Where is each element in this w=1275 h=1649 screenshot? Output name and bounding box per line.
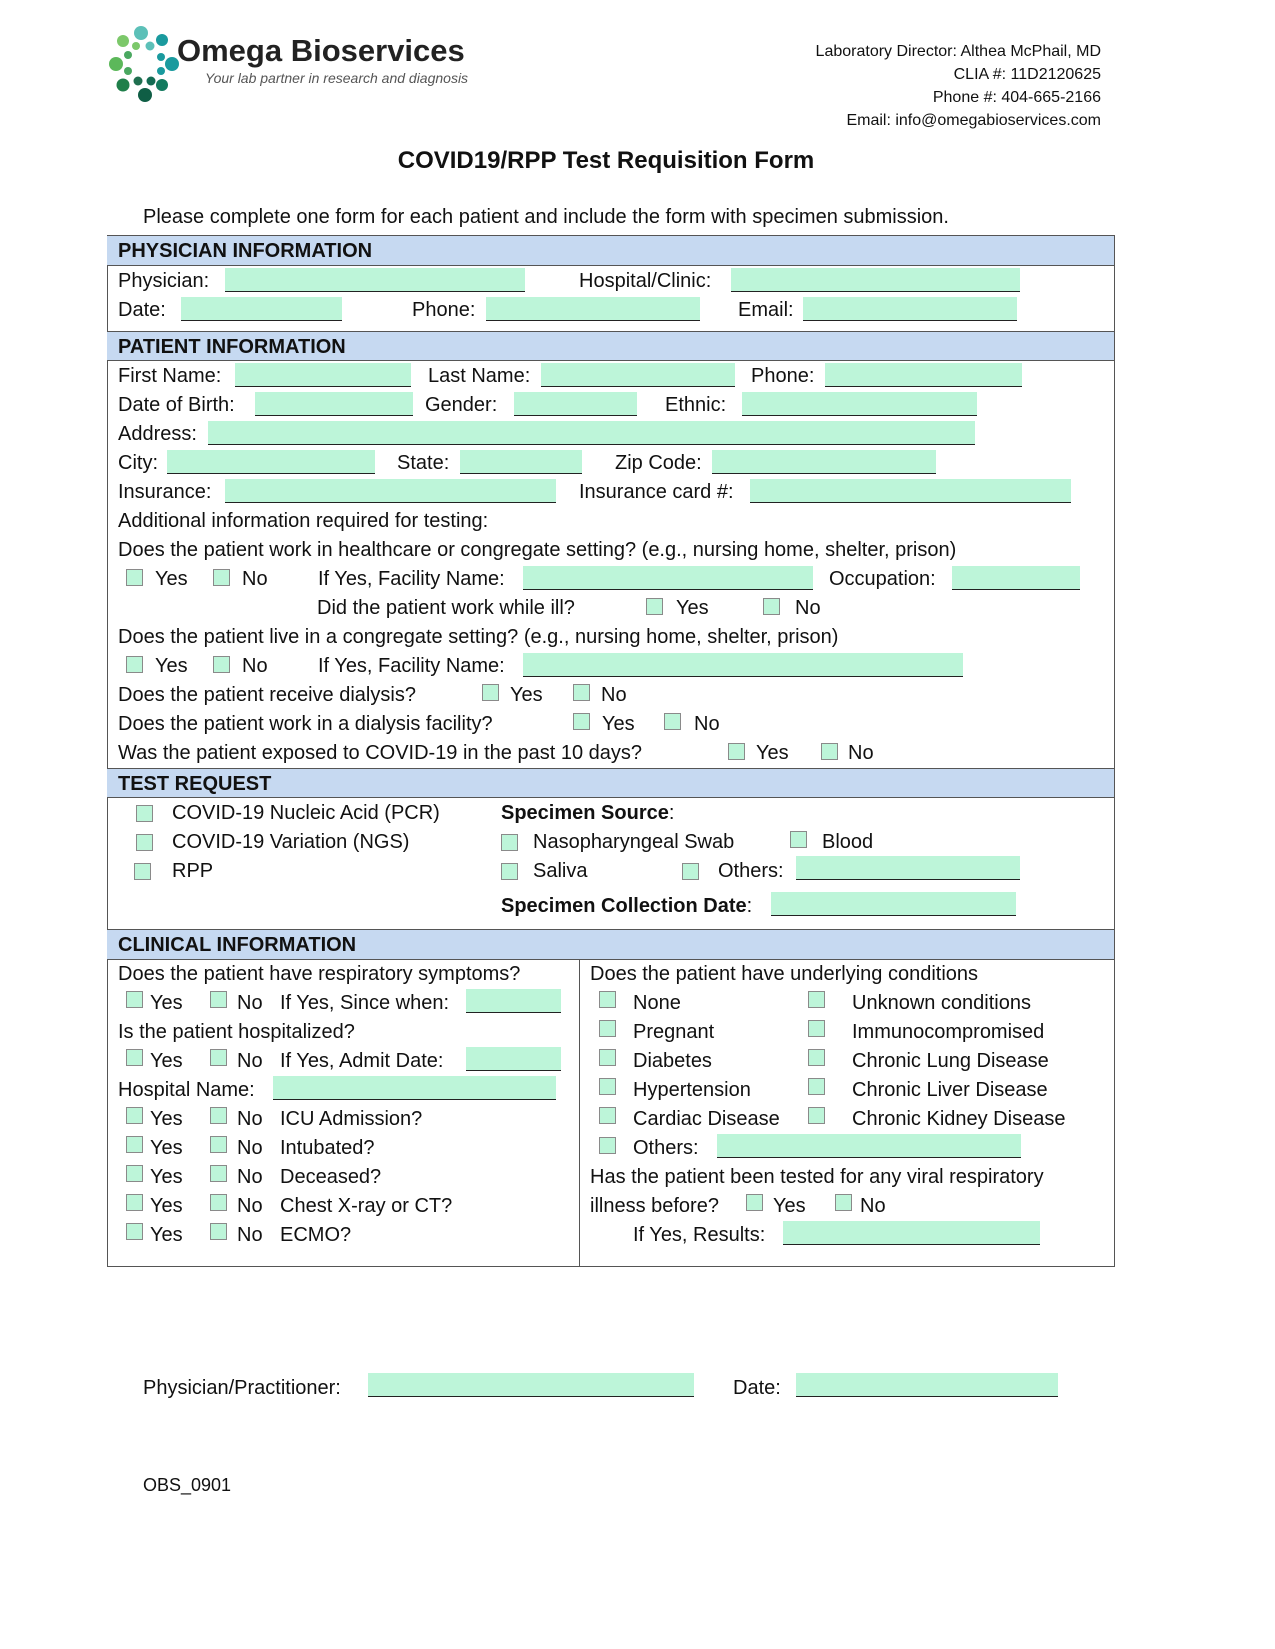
question: Does the patient live in a congregate setting? (e.g., nursing home, shelter, prison) bbox=[118, 626, 839, 648]
question: Is the patient hospitalized? bbox=[118, 1021, 355, 1043]
label: No bbox=[795, 597, 821, 619]
section-heading: PATIENT INFORMATION bbox=[118, 336, 346, 358]
condition-label: Hypertension bbox=[633, 1079, 751, 1101]
label: Yes bbox=[150, 992, 183, 1014]
city-field[interactable] bbox=[167, 450, 375, 474]
lab-director: Laboratory Director: Althea McPhail, MD bbox=[815, 43, 1101, 60]
condition-checkbox[interactable] bbox=[599, 1078, 616, 1095]
label: Email: bbox=[738, 299, 794, 321]
source-label: Saliva bbox=[533, 860, 588, 882]
test-ngs-checkbox[interactable] bbox=[136, 834, 153, 851]
label: No bbox=[848, 742, 874, 764]
source-others-field[interactable] bbox=[796, 856, 1020, 880]
work-ill-no-checkbox[interactable] bbox=[763, 598, 780, 615]
label: Date: bbox=[118, 299, 166, 321]
label: Others: bbox=[633, 1137, 699, 1159]
clinical-item-label: Intubated? bbox=[280, 1137, 375, 1159]
section-heading: PHYSICIAN INFORMATION bbox=[118, 240, 373, 262]
hosp-no-checkbox[interactable] bbox=[210, 1049, 227, 1066]
condition-label: Pregnant bbox=[633, 1021, 715, 1043]
lab-email: Email: info@omegabioservices.com bbox=[846, 112, 1101, 129]
label: Yes bbox=[150, 1050, 183, 1072]
work-facility-field[interactable] bbox=[523, 566, 813, 590]
clia-number: CLIA #: 11D2120625 bbox=[953, 66, 1101, 83]
label: No bbox=[237, 1195, 263, 1217]
label: Yes bbox=[756, 742, 789, 764]
label: No bbox=[237, 1050, 263, 1072]
logo-mark-icon bbox=[98, 15, 188, 115]
clinical-item-label: Deceased? bbox=[280, 1166, 382, 1188]
question: Does the patient work in healthcare or congregate setting? (e.g., nursing home, shelter, prison) bbox=[118, 539, 957, 561]
label: Insurance card #: bbox=[579, 481, 734, 503]
label: No bbox=[237, 1137, 263, 1159]
ethnic-field[interactable] bbox=[742, 392, 977, 416]
question: illness before? bbox=[590, 1195, 719, 1217]
gender-field[interactable] bbox=[514, 392, 637, 416]
condition-label: Chronic Lung Disease bbox=[852, 1050, 1049, 1072]
lab-phone: Phone #: 404-665-2166 bbox=[932, 89, 1101, 106]
condition-checkbox[interactable] bbox=[808, 1049, 825, 1066]
label: Date of Birth: bbox=[118, 394, 235, 416]
label: Hospital Name: bbox=[118, 1079, 255, 1101]
clinical-item-yes-checkbox[interactable] bbox=[126, 1165, 143, 1182]
section-test-request bbox=[107, 768, 1114, 798]
test-rpp-checkbox[interactable] bbox=[134, 863, 151, 880]
source-others-checkbox[interactable] bbox=[682, 863, 699, 880]
specimen-source-label bbox=[501, 801, 674, 825]
label: No bbox=[601, 684, 627, 706]
physician-date-field[interactable] bbox=[181, 297, 342, 321]
live-facility-field[interactable] bbox=[523, 653, 963, 677]
dialysis-work-no-checkbox[interactable] bbox=[664, 713, 681, 730]
label: : bbox=[746, 895, 753, 917]
condition-label: Unknown conditions bbox=[852, 992, 1031, 1014]
label: No bbox=[242, 568, 268, 590]
clinical-item-yes-checkbox[interactable] bbox=[126, 1107, 143, 1124]
collection-date-field[interactable] bbox=[771, 892, 1016, 916]
label: Occupation: bbox=[829, 568, 936, 590]
tested-no-checkbox[interactable] bbox=[835, 1194, 852, 1211]
collection-date-label bbox=[501, 894, 752, 918]
label: Physician: bbox=[118, 270, 210, 292]
condition-checkbox[interactable] bbox=[599, 1107, 616, 1124]
clinical-item-no-checkbox[interactable] bbox=[210, 1165, 227, 1182]
label: No bbox=[237, 992, 263, 1014]
tested-yes-checkbox[interactable] bbox=[746, 1194, 763, 1211]
section-heading: CLINICAL INFORMATION bbox=[118, 934, 357, 956]
insurance-card-field[interactable] bbox=[750, 479, 1071, 503]
condition-checkbox[interactable] bbox=[808, 991, 825, 1008]
label: Yes bbox=[510, 684, 543, 706]
label: No bbox=[242, 655, 268, 677]
label: If Yes, Facility Name: bbox=[318, 568, 505, 590]
logo bbox=[93, 5, 483, 113]
dob-field[interactable] bbox=[255, 392, 413, 416]
label: First Name: bbox=[118, 365, 222, 387]
source-nasopharyngeal-checkbox[interactable] bbox=[501, 834, 518, 851]
label: Yes bbox=[150, 1195, 183, 1217]
label: If Yes, Facility Name: bbox=[318, 655, 505, 677]
question: Does the patient have underlying conditions bbox=[590, 963, 979, 985]
clinical-item-label: ECMO? bbox=[280, 1224, 352, 1246]
label: If Yes, Results: bbox=[633, 1224, 766, 1246]
condition-label: Immunocompromised bbox=[852, 1021, 1045, 1043]
condition-checkbox[interactable] bbox=[599, 1049, 616, 1066]
insurance-field[interactable] bbox=[225, 479, 556, 503]
label: : bbox=[668, 802, 675, 824]
section-clinical bbox=[107, 929, 1114, 960]
label: Ethnic: bbox=[665, 394, 727, 416]
source-label: Others: bbox=[718, 860, 784, 882]
test-label: COVID-19 Variation (NGS) bbox=[172, 831, 410, 853]
work-healthcare-yes-checkbox[interactable] bbox=[126, 569, 143, 586]
label: No bbox=[860, 1195, 886, 1217]
admit-date-field[interactable] bbox=[466, 1047, 561, 1071]
hospital-field[interactable] bbox=[731, 268, 1020, 292]
condition-others-field[interactable] bbox=[717, 1134, 1021, 1158]
test-label: COVID-19 Nucleic Acid (PCR) bbox=[172, 802, 440, 824]
label: Yes bbox=[155, 655, 188, 677]
zip-field[interactable] bbox=[712, 450, 936, 474]
condition-label: None bbox=[633, 992, 681, 1014]
signature-date-field[interactable] bbox=[796, 1373, 1058, 1397]
test-label: RPP bbox=[172, 860, 214, 882]
label: Yes bbox=[150, 1137, 183, 1159]
section-patient bbox=[107, 331, 1114, 361]
label: If Yes, Admit Date: bbox=[280, 1050, 444, 1072]
resp-no-checkbox[interactable] bbox=[210, 991, 227, 1008]
label: Last Name: bbox=[428, 365, 531, 387]
logo-tagline: Your lab partner in research and diagnosis bbox=[205, 70, 469, 86]
label: Address: bbox=[118, 423, 197, 445]
practitioner-signature-field[interactable] bbox=[368, 1373, 694, 1397]
question: Does the patient have respiratory symptoms? bbox=[118, 963, 521, 985]
label: No bbox=[237, 1224, 263, 1246]
first-name-field[interactable] bbox=[235, 363, 411, 387]
label: No bbox=[237, 1108, 263, 1130]
clinical-item-no-checkbox[interactable] bbox=[210, 1223, 227, 1240]
clinical-item-yes-checkbox[interactable] bbox=[126, 1194, 143, 1211]
physician-email-field[interactable] bbox=[803, 297, 1017, 321]
label: Yes bbox=[602, 713, 635, 735]
physician-field[interactable] bbox=[225, 268, 525, 292]
last-name-field[interactable] bbox=[541, 363, 735, 387]
dialysis-work-yes-checkbox[interactable] bbox=[573, 713, 590, 730]
label: Yes bbox=[773, 1195, 806, 1217]
dialysis-no-checkbox[interactable] bbox=[573, 684, 590, 701]
condition-checkbox[interactable] bbox=[599, 991, 616, 1008]
clinical-item-no-checkbox[interactable] bbox=[210, 1194, 227, 1211]
label: Additional information required for testing: bbox=[118, 510, 489, 532]
dialysis-yes-checkbox[interactable] bbox=[482, 684, 499, 701]
source-blood-checkbox[interactable] bbox=[790, 831, 807, 848]
work-healthcare-no-checkbox[interactable] bbox=[213, 569, 230, 586]
form-code: OBS_0901 bbox=[143, 1475, 232, 1495]
label: Insurance: bbox=[118, 481, 212, 503]
source-label: Nasopharyngeal Swab bbox=[533, 831, 735, 853]
condition-checkbox[interactable] bbox=[599, 1020, 616, 1037]
logo-name: Omega Bioservices bbox=[177, 33, 465, 68]
condition-label: Cardiac Disease bbox=[633, 1108, 780, 1130]
page-title: COVID19/RPP Test Requisition Form bbox=[397, 147, 815, 174]
label: Yes bbox=[150, 1108, 183, 1130]
resp-yes-checkbox[interactable] bbox=[126, 991, 143, 1008]
state-field[interactable] bbox=[460, 450, 582, 474]
question: Did the patient work while ill? bbox=[317, 597, 575, 619]
clinical-item-label: Chest X-ray or CT? bbox=[280, 1195, 453, 1217]
label: City: bbox=[118, 452, 158, 474]
hospital-name-field[interactable] bbox=[273, 1076, 556, 1100]
question: Does the patient work in a dialysis facility? bbox=[118, 713, 493, 735]
label: Gender: bbox=[425, 394, 498, 416]
label: Yes bbox=[155, 568, 188, 590]
condition-checkbox[interactable] bbox=[808, 1107, 825, 1124]
patient-phone-field[interactable] bbox=[825, 363, 1022, 387]
label: Specimen Collection Date bbox=[501, 895, 747, 917]
label: No bbox=[237, 1166, 263, 1188]
source-label: Blood bbox=[822, 831, 874, 853]
label: If Yes, Since when: bbox=[280, 992, 450, 1014]
section-heading: TEST REQUEST bbox=[118, 773, 272, 795]
clinical-item-no-checkbox[interactable] bbox=[210, 1136, 227, 1153]
source-saliva-checkbox[interactable] bbox=[501, 863, 518, 880]
question: Does the patient receive dialysis? bbox=[118, 684, 416, 706]
exposed-yes-checkbox[interactable] bbox=[728, 743, 745, 760]
occupation-field[interactable] bbox=[952, 566, 1080, 590]
clinical-item-no-checkbox[interactable] bbox=[210, 1107, 227, 1124]
label: Zip Code: bbox=[615, 452, 702, 474]
label: Yes bbox=[676, 597, 709, 619]
condition-label: Chronic Kidney Disease bbox=[852, 1108, 1066, 1130]
test-pcr-checkbox[interactable] bbox=[136, 805, 153, 822]
section-physician bbox=[107, 235, 1114, 266]
condition-checkbox[interactable] bbox=[808, 1020, 825, 1037]
label: Hospital/Clinic: bbox=[579, 270, 712, 292]
instructions: Please complete one form for each patient and include the form with specimen submission. bbox=[143, 206, 949, 228]
physician-phone-field[interactable] bbox=[486, 297, 700, 321]
clinical-item-yes-checkbox[interactable] bbox=[126, 1223, 143, 1240]
label: Physician/Practitioner: bbox=[143, 1377, 341, 1399]
results-field[interactable] bbox=[783, 1221, 1040, 1245]
hosp-yes-checkbox[interactable] bbox=[126, 1049, 143, 1066]
condition-label: Chronic Liver Disease bbox=[852, 1079, 1048, 1101]
label: Yes bbox=[150, 1166, 183, 1188]
clinical-item-label: ICU Admission? bbox=[280, 1108, 423, 1130]
question: Was the patient exposed to COVID-19 in the past 10 days? bbox=[118, 742, 643, 764]
condition-others-checkbox[interactable] bbox=[599, 1137, 616, 1154]
label: State: bbox=[397, 452, 450, 474]
work-ill-yes-checkbox[interactable] bbox=[646, 598, 663, 615]
condition-label: Diabetes bbox=[633, 1050, 712, 1072]
since-when-field[interactable] bbox=[466, 989, 561, 1013]
label: Date: bbox=[733, 1377, 781, 1399]
live-congregate-yes-checkbox[interactable] bbox=[126, 656, 143, 673]
label: Yes bbox=[150, 1224, 183, 1246]
column-divider bbox=[579, 959, 580, 1266]
label: Specimen Source bbox=[501, 802, 669, 824]
label: Phone: bbox=[412, 299, 476, 321]
label: No bbox=[694, 713, 720, 735]
condition-checkbox[interactable] bbox=[808, 1078, 825, 1095]
clinical-item-yes-checkbox[interactable] bbox=[126, 1136, 143, 1153]
live-congregate-no-checkbox[interactable] bbox=[213, 656, 230, 673]
question: Has the patient been tested for any viral respiratory bbox=[590, 1166, 1044, 1188]
address-field[interactable] bbox=[208, 421, 975, 445]
label: Phone: bbox=[751, 365, 815, 387]
exposed-no-checkbox[interactable] bbox=[821, 743, 838, 760]
